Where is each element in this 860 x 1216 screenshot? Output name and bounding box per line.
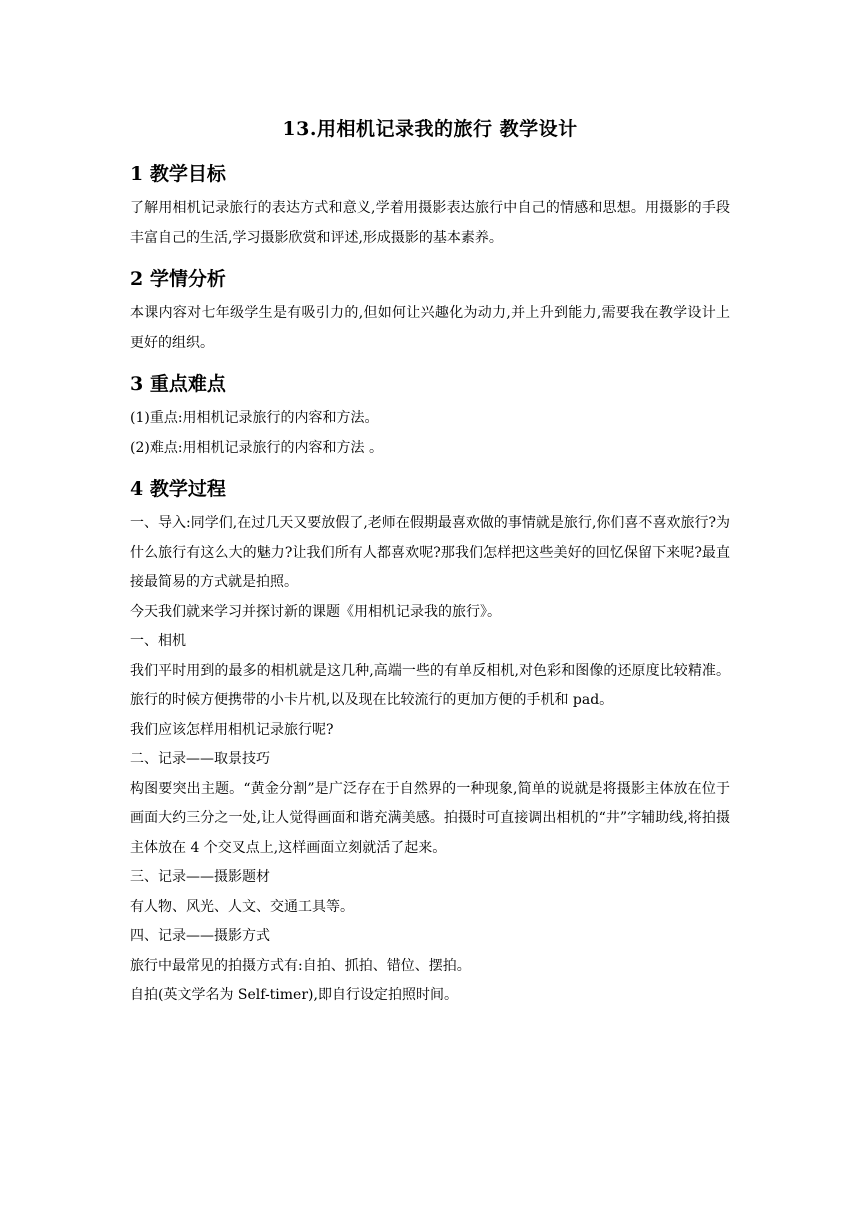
section-heading: 4 教学过程 xyxy=(130,478,226,500)
paragraph: 二、记录——取景技巧 xyxy=(130,751,270,767)
paragraph: 三、记录——摄影题材 xyxy=(130,869,270,885)
paragraph: 构图要突出主题。“黄金分割”是广泛存在于自然界的一种现象,简单的说就是将摄影主体放在位于画面大约三分之一处,让人觉得画面和谐充满美感。拍摄时可直接调出相机的“井”字辅助线,将拍摄主体放在 4 个交叉点上,这样画面立刻就活了起来。 xyxy=(130,780,730,856)
section-student-analysis xyxy=(130,261,730,358)
paragraph: 一、相机 xyxy=(130,633,186,649)
paragraph: 本课内容对七年级学生是有吸引力的,但如何让兴趣化为动力,并上升到能力,需要我在教学设计上更好的组织。 xyxy=(130,305,730,351)
section-key-points xyxy=(130,366,730,463)
paragraph: 我们平时用到的最多的相机就是这几种,高端一些的有单反相机,对色彩和图像的还原度比较精准。旅行的时候方便携带的小卡片机,以及现在比较流行的更加方便的手机和 pad。 xyxy=(130,662,730,708)
paragraph: 有人物、风光、人文、交通工具等。 xyxy=(130,898,354,915)
paragraph: 我们应该怎样用相机记录旅行呢? xyxy=(130,721,334,738)
section-teaching-goals xyxy=(130,156,730,253)
section-heading: 1 教学目标 xyxy=(130,163,226,185)
paragraph: (2)难点:用相机记录旅行的内容和方法 。 xyxy=(130,439,383,456)
document-title: 13.用相机记录我的旅行 教学设计 xyxy=(282,118,578,140)
paragraph: 一、导入:同学们,在过几天又要放假了,老师在假期最喜欢做的事情就是旅行,你们喜不喜欢旅行?为什么旅行有这么大的魅力?让我们所有人都喜欢呢?那我们怎样把这些美好的回忆保留下来呢?最直接最简易的方式就是拍照。 xyxy=(130,515,730,590)
section-teaching-process xyxy=(130,471,730,1011)
paragraph: (1)重点:用相机记录旅行的内容和方法。 xyxy=(130,410,379,426)
paragraph: 今天我们就来学习并探讨新的课题《用相机记录我的旅行》。 xyxy=(130,603,501,620)
paragraph: 自拍(英文学名为 Self-timer),即自行设定拍照时间。 xyxy=(130,987,458,1003)
section-heading: 2 学情分析 xyxy=(130,268,226,290)
section-heading: 3 重点难点 xyxy=(130,373,226,395)
paragraph: 旅行中最常见的拍摄方式有:自拍、抓拍、错位、摆拍。 xyxy=(130,957,471,974)
paragraph: 四、记录——摄影方式 xyxy=(130,928,270,944)
document-body xyxy=(130,156,730,1019)
paragraph: 了解用相机记录旅行的表达方式和意义,学着用摄影表达旅行中自己的情感和思想。用摄影的手段丰富自己的生活,学习摄影欣赏和评述,形成摄影的基本素养。 xyxy=(130,200,730,246)
